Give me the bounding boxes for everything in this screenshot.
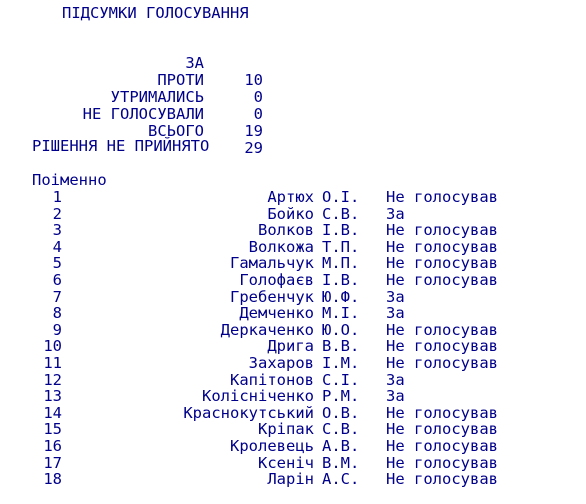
- deputy-surname: Ксеніч: [258, 453, 314, 472]
- vote-number: 14: [43, 403, 62, 422]
- deputy-surname: Дрига: [267, 337, 314, 356]
- deputy-initials: Ю.Ф.: [322, 287, 360, 306]
- deputy-surname: Демченко: [239, 304, 314, 323]
- deputy-initials: А.В.: [322, 437, 360, 455]
- summary-value: 10: [244, 71, 263, 89]
- vote-result: Не голосував: [386, 221, 498, 240]
- vote-result: Не голосував: [386, 271, 498, 289]
- vote-number: 15: [43, 420, 62, 439]
- deputy-initials: О.В.: [322, 403, 360, 422]
- page-title: ПІДСУМКИ ГОЛОСУВАННЯ: [62, 4, 249, 22]
- deputy-surname: Кріпак: [258, 420, 314, 439]
- vote-result: За: [386, 387, 405, 406]
- deputy-surname: Краснокутський: [183, 403, 314, 422]
- decision-status: РІШЕННЯ НЕ ПРИЙНЯТО: [32, 137, 210, 155]
- vote-row: [0, 471, 586, 488]
- vote-result: Не голосував: [386, 237, 498, 256]
- deputy-surname: Гамальчук: [230, 254, 314, 273]
- vote-number: 9: [52, 320, 62, 339]
- summary-value: 0: [253, 88, 263, 106]
- vote-row: [0, 438, 586, 455]
- vote-result: Не голосував: [386, 254, 498, 273]
- deputy-surname: Артюх: [267, 188, 314, 206]
- summary-label: ПРОТИ: [157, 71, 204, 89]
- vote-row: [0, 206, 586, 223]
- vote-result: Не голосував: [386, 453, 498, 472]
- deputy-initials: А.С.: [322, 470, 360, 489]
- deputy-surname: Капітонов: [230, 370, 314, 389]
- vote-result: За: [386, 304, 405, 323]
- vote-row: [0, 289, 586, 306]
- vote-result: Не голосував: [386, 437, 498, 455]
- vote-result: Не голосував: [386, 403, 498, 422]
- deputy-initials: В.М.: [322, 453, 360, 472]
- deputy-initials: Р.М.: [322, 387, 360, 406]
- vote-row: [0, 388, 586, 405]
- vote-number: 6: [52, 271, 62, 289]
- vote-number: 13: [43, 387, 62, 406]
- deputy-initials: С.І.: [322, 370, 360, 389]
- vote-number: 16: [43, 437, 62, 455]
- deputy-initials: В.В.: [322, 337, 360, 356]
- deputy-initials: Т.П.: [322, 237, 360, 256]
- vote-number: 18: [43, 470, 62, 489]
- deputy-surname: Деркаченко: [220, 320, 314, 339]
- vote-row: [0, 322, 586, 339]
- vote-number: 3: [52, 221, 62, 240]
- deputy-initials: О.І.: [322, 188, 360, 206]
- vote-result: За: [386, 204, 405, 223]
- vote-number: 11: [43, 354, 62, 372]
- vote-result: Не голосував: [386, 470, 498, 489]
- deputy-surname: Колісніченко: [202, 387, 314, 406]
- vote-number: 1: [52, 188, 62, 206]
- deputy-surname: Голофаєв: [239, 271, 314, 289]
- vote-result: Не голосував: [386, 420, 498, 439]
- vote-number: 12: [43, 370, 62, 389]
- deputy-surname: Кролевець: [230, 437, 314, 455]
- vote-row: [0, 305, 586, 322]
- deputy-initials: М.І.: [322, 304, 360, 323]
- summary-label: НЕ ГОЛОСУВАЛИ: [82, 105, 204, 123]
- deputy-surname: Ларін: [267, 470, 314, 489]
- vote-row: [0, 272, 586, 289]
- deputy-initials: І.В.: [322, 221, 360, 240]
- deputy-initials: І.М.: [322, 354, 360, 372]
- deputy-initials: Ю.О.: [322, 320, 360, 339]
- vote-result: За: [386, 287, 405, 306]
- deputy-surname: Гребенчук: [230, 287, 314, 306]
- summary-value: 19: [244, 122, 263, 140]
- vote-number: 2: [52, 204, 62, 223]
- vote-number: 17: [43, 453, 62, 472]
- deputy-surname: Волков: [258, 221, 314, 240]
- deputy-initials: С.В.: [322, 420, 360, 439]
- deputy-initials: І.В.: [322, 271, 360, 289]
- vote-row: [0, 355, 586, 372]
- vote-row: [0, 255, 586, 272]
- vote-row: [0, 455, 586, 472]
- vote-number: 4: [52, 237, 62, 256]
- vote-number: 5: [52, 254, 62, 273]
- vote-row: [0, 405, 586, 422]
- vote-row: [0, 222, 586, 239]
- deputy-surname: Бойко: [267, 204, 314, 223]
- vote-row: [0, 189, 586, 206]
- summary-value: 29: [244, 139, 263, 157]
- by-name-heading: Поіменно: [32, 171, 107, 189]
- vote-result: Не голосував: [386, 320, 498, 339]
- deputy-surname: Волкожа: [248, 237, 314, 256]
- vote-number: 7: [52, 287, 62, 306]
- summary-label: УТРИМАЛИСЬ: [110, 88, 204, 106]
- vote-result: За: [386, 370, 405, 389]
- summary-label: ЗА: [185, 54, 204, 72]
- vote-result: Не голосував: [386, 188, 498, 206]
- vote-row: [0, 372, 586, 389]
- vote-row: [0, 338, 586, 355]
- vote-row: [0, 421, 586, 438]
- vote-row: [0, 239, 586, 256]
- deputy-initials: С.В.: [322, 204, 360, 223]
- vote-number: 8: [52, 304, 62, 323]
- summary-label: ВСЬОГО: [148, 122, 204, 140]
- vote-result: Не голосував: [386, 354, 498, 372]
- deputy-surname: Захаров: [248, 354, 314, 372]
- vote-result: Не голосував: [386, 337, 498, 356]
- vote-number: 10: [43, 337, 62, 356]
- deputy-initials: М.П.: [322, 254, 360, 273]
- summary-value: 0: [253, 105, 263, 123]
